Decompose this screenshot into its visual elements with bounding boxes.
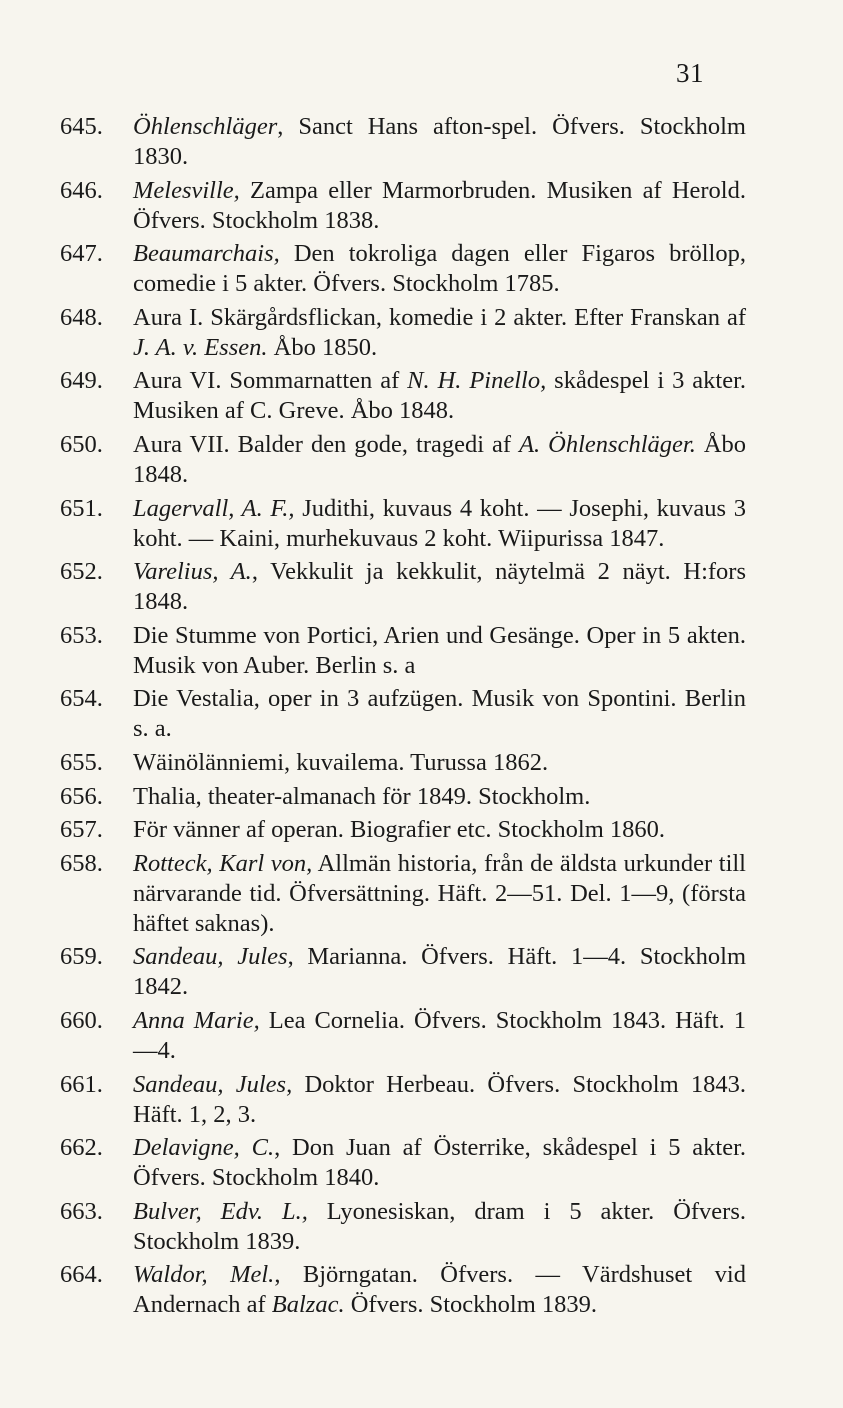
- entry-text-tail: skådespel i 3 akter. Musiken af C. Greve. Åbo 1848.: [133, 367, 746, 425]
- page-number: 31: [676, 58, 704, 88]
- entry-author: Varelius, A.: [133, 558, 252, 586]
- entry-text: , Vekkulit ja kekkulit, näytelmä 2 näyt. H:fors 1848.: [133, 558, 746, 616]
- catalog-entry: [60, 1006, 746, 1066]
- entry-author: Sandeau, Jules: [133, 943, 288, 971]
- catalog-entry: [60, 1197, 746, 1257]
- entry-number: 655.: [60, 748, 103, 776]
- entry-author: Beaumarchais,: [133, 240, 280, 268]
- entry-number: 657.: [60, 816, 103, 844]
- entry-number: 659.: [60, 943, 103, 971]
- entry-text: Judithi, kuvaus 4 koht. — Josephi, kuvaus 3 koht. — Kaini, murhekuvaus 2 koht. Wiipurissa 1847.: [133, 494, 746, 552]
- entry-author: Öhlenschläger: [133, 113, 278, 140]
- entry-number: 660.: [60, 1006, 103, 1034]
- entry-text: Die Stumme von Portici, Arien und Gesänge. Oper in 5 akten. Musik von Auber. Berlin s. a: [133, 621, 746, 679]
- entry-author: Melesville,: [133, 176, 240, 204]
- entry-italic-name: N. H. Pinello,: [407, 367, 547, 395]
- catalog-entries: [60, 112, 746, 1324]
- entry-text: Die Vestalia, oper in 3 aufzügen. Musik von Spontini. Berlin s. a.: [133, 685, 746, 743]
- entry-author: Anna Marie,: [133, 1006, 260, 1034]
- catalog-entry: [60, 1070, 746, 1130]
- entry-text: , Don Juan af Österrike, skådespel i 5 akter. Öfvers. Stockholm 1840.: [133, 1134, 746, 1192]
- entry-text: Lyonesiskan, dram i 5 akter. Öfvers. Stockholm 1839.: [133, 1197, 746, 1255]
- entry-text: Lea Cornelia. Öfvers. Stockholm 1843. Häft. 1—4.: [133, 1006, 747, 1064]
- entry-text-tail: Åbo 1848.: [133, 430, 747, 488]
- entry-italic-name: J. A. v. Essen.: [133, 333, 268, 361]
- entry-number: 651.: [60, 494, 103, 522]
- catalog-entry: [60, 366, 746, 426]
- catalog-entry: [60, 303, 746, 363]
- catalog-entry: [60, 1133, 746, 1193]
- entry-italic-name: Balzac.: [271, 1291, 345, 1319]
- entry-number: 653.: [60, 621, 103, 649]
- entry-author: Lagervall, A. F.,: [133, 494, 295, 522]
- entry-text-tail: Öfvers. Stockholm 1839.: [344, 1291, 598, 1319]
- entry-text: Zampa eller Marmorbruden. Musiken af Herold. Öfvers. Stockholm 1838.: [133, 176, 746, 234]
- entry-number: 658.: [60, 849, 103, 877]
- catalog-entry: [60, 942, 746, 1002]
- entry-author: Rotteck, Karl von,: [133, 849, 313, 877]
- entry-number: 652.: [60, 558, 103, 586]
- entry-text: Thalia, theater-almanach för 1849. Stockholm.: [133, 782, 591, 810]
- entry-text: Den tokroliga dagen eller Figaros bröllop, comedie i 5 akter. Öfvers. Stockholm 1785.: [133, 240, 746, 298]
- entry-text: Aura VII. Balder den gode, tragedi af: [133, 430, 520, 458]
- catalog-entry: [60, 112, 746, 172]
- entry-number: 664.: [60, 1261, 103, 1289]
- entry-text: Wäinölänniemi, kuvailema. Turussa 1862.: [133, 748, 549, 776]
- entry-number: 662.: [60, 1134, 103, 1162]
- entry-author: Waldor, Mel.: [133, 1261, 275, 1289]
- entry-text: Doktor Herbeau. Öfvers. Stockholm 1843. Häft. 1, 2, 3.: [133, 1070, 746, 1128]
- entry-text: , Sanct Hans afton-spel. Öfvers. Stockholm 1830.: [133, 113, 746, 170]
- catalog-entry: [60, 849, 746, 939]
- entry-number: 650.: [60, 430, 103, 458]
- catalog-entry: [60, 621, 746, 681]
- entry-text: , Marianna. Öfvers. Häft. 1—4. Stockholm 1842.: [133, 943, 747, 1001]
- entry-author: Sandeau, Jules,: [133, 1070, 293, 1098]
- catalog-entry: [60, 684, 746, 744]
- entry-text: För vänner af operan. Biografier etc. Stockholm 1860.: [133, 816, 666, 844]
- entry-text: Aura I. Skärgårdsflickan, komedie i 2 akter. Efter Franskan af: [133, 303, 746, 331]
- catalog-entry: [60, 176, 746, 236]
- catalog-entry: [60, 557, 746, 617]
- catalog-entry: [60, 494, 746, 554]
- entry-number: 648.: [60, 303, 103, 331]
- catalog-entry: [60, 430, 746, 490]
- entry-number: 646.: [60, 176, 103, 204]
- entry-number: 649.: [60, 367, 103, 395]
- catalog-entry: [60, 815, 746, 845]
- catalog-entry: [60, 1260, 746, 1320]
- entry-number: 645.: [60, 113, 103, 140]
- entry-number: 654.: [60, 685, 103, 713]
- entry-author: Delavigne, C.: [133, 1134, 275, 1162]
- entry-author: Bulver, Edv. L.,: [133, 1197, 308, 1225]
- entry-text: Allmän historia, från de äldsta urkunder till närvarande tid. Öfversättning. Häft. 2—51. Del. 1—9, (första häftet saknas).: [133, 849, 746, 937]
- entry-text: Aura VI. Sommarnatten af: [133, 367, 408, 395]
- catalog-entry: [60, 782, 746, 812]
- entry-text: , Björngatan. Öfvers. — Värdshuset vid Andernach af: [133, 1261, 746, 1319]
- entry-italic-name: A. Öhlenschläger.: [519, 430, 696, 458]
- entry-number: 656.: [60, 782, 103, 810]
- entry-text-tail: Åbo 1850.: [267, 333, 378, 361]
- catalog-entry: [60, 748, 746, 778]
- entry-number: 661.: [60, 1070, 103, 1098]
- entry-number: 647.: [60, 240, 103, 268]
- entry-number: 663.: [60, 1197, 103, 1225]
- catalog-entry: [60, 239, 746, 299]
